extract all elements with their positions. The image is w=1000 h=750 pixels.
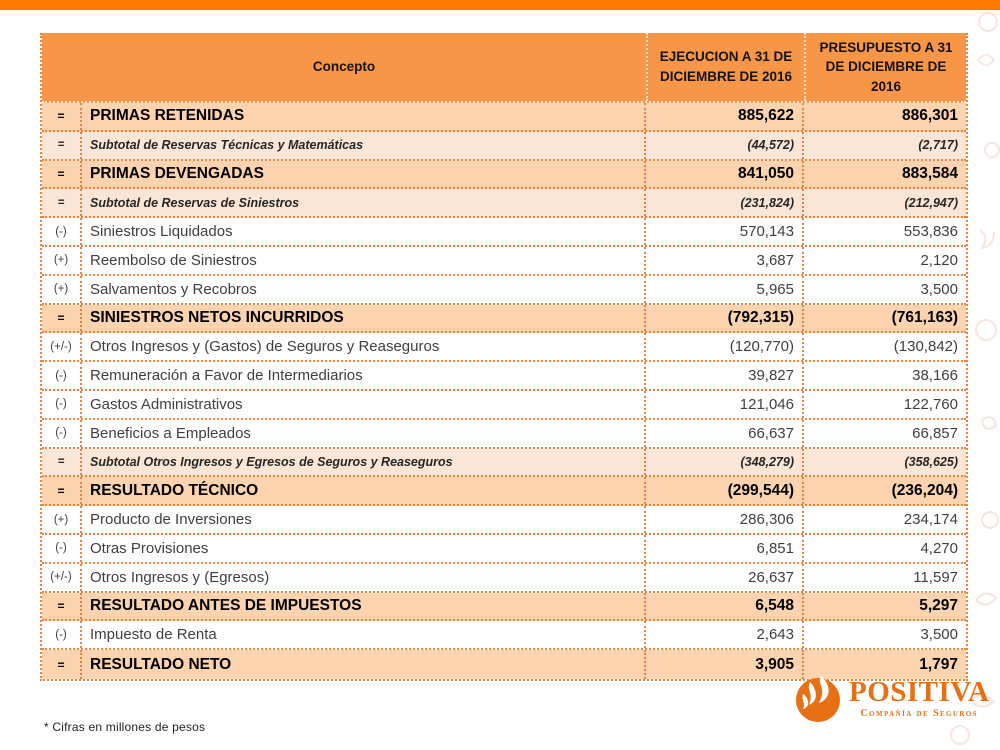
row-ejecucion-value: 66,637 (646, 420, 804, 447)
row-label: Siniestros Liquidados (82, 218, 646, 245)
top-accent-bar (0, 0, 1000, 10)
row-label: Otros Ingresos y (Gastos) de Seguros y Reaseguros (82, 333, 646, 360)
row-label: RESULTADO NETO (82, 650, 646, 679)
row-operator: (-) (42, 218, 82, 245)
row-presupuesto-value: 1,797 (919, 655, 958, 673)
table-row (42, 362, 966, 391)
row-ejecucion-value: 6,548 (646, 593, 804, 620)
table-row (42, 276, 966, 305)
row-operator: (-) (42, 535, 82, 562)
row-operator: = (42, 449, 82, 476)
row-ejecucion-value: (120,770) (646, 333, 804, 360)
table-row (42, 333, 966, 362)
row-presupuesto-value: 3,500 (920, 626, 958, 644)
row-operator: = (42, 593, 82, 620)
logo-tagline: Compañía de Seguros (860, 708, 978, 719)
table-row (42, 132, 966, 161)
row-operator: (-) (42, 420, 82, 447)
row-presupuesto-value: (236,204) (891, 481, 958, 499)
row-presupuesto-value: 122,760 (903, 395, 958, 413)
table-row (42, 621, 966, 650)
row-ejecucion-value: 26,637 (646, 564, 804, 591)
row-ejecucion-value: 5,965 (646, 276, 804, 303)
row-presupuesto-value: (2,717) (918, 138, 958, 153)
row-operator: = (42, 132, 82, 159)
row-label: Impuesto de Renta (82, 621, 646, 648)
row-presupuesto-value: 3,500 (920, 280, 958, 298)
row-ejecucion-value: (299,544) (646, 477, 804, 504)
row-ejecucion-value: 286,306 (646, 506, 804, 533)
table-row (42, 593, 966, 622)
row-operator: = (42, 477, 82, 504)
row-presupuesto-value: 2,120 (920, 251, 958, 269)
table-row (42, 189, 966, 218)
row-label: Reembolso de Siniestros (82, 247, 646, 274)
row-label: Subtotal de Reservas Técnicas y Matemáticas (82, 132, 646, 159)
row-operator: = (42, 650, 82, 679)
row-operator: (+/-) (42, 333, 82, 360)
table-row (42, 305, 966, 334)
row-label: Producto de Inversiones (82, 506, 646, 533)
table-row (42, 449, 966, 478)
row-ejecucion-value: 570,143 (646, 218, 804, 245)
row-presupuesto-value: 66,857 (912, 424, 958, 442)
row-operator: = (42, 305, 82, 332)
financial-table (40, 33, 968, 681)
table-row (42, 391, 966, 420)
row-operator: (+) (42, 247, 82, 274)
row-operator: (-) (42, 391, 82, 418)
table-row (42, 477, 966, 506)
logo-brand: POSITIVA (849, 676, 990, 708)
row-ejecucion-value: (44,572) (646, 132, 804, 159)
row-label: Otras Provisiones (82, 535, 646, 562)
row-operator: (+) (42, 276, 82, 303)
row-ejecucion-value: 885,622 (646, 103, 804, 130)
row-ejecucion-value: (792,315) (646, 305, 804, 332)
row-label: Beneficios a Empleados (82, 420, 646, 447)
row-presupuesto-value: 11,597 (913, 568, 958, 586)
table-row (42, 506, 966, 535)
table-row (42, 564, 966, 593)
row-operator: = (42, 161, 82, 188)
row-presupuesto-value: 5,297 (919, 596, 958, 614)
row-label: Subtotal Otros Ingresos y Egresos de Seguros y Reaseguros (82, 449, 646, 476)
row-ejecucion-value: 121,046 (646, 391, 804, 418)
row-presupuesto-value: (761,163) (891, 308, 958, 326)
logo-text (849, 678, 989, 719)
row-operator: = (42, 189, 82, 216)
table-row (42, 103, 966, 132)
row-operator: (+) (42, 506, 82, 533)
row-label: RESULTADO TÉCNICO (82, 477, 646, 504)
row-label: PRIMAS DEVENGADAS (82, 161, 646, 188)
header-concept: Concepto (312, 59, 376, 75)
row-operator: (-) (42, 362, 82, 389)
table-row (42, 161, 966, 190)
row-presupuesto-value: (212,947) (904, 195, 958, 210)
row-operator: (+/-) (42, 564, 82, 591)
row-presupuesto-value: 883,584 (901, 164, 958, 182)
row-ejecucion-value: 39,827 (646, 362, 804, 389)
footnote: * Cifras en millones de pesos (44, 720, 206, 734)
row-label: Salvamentos y Recobros (82, 276, 646, 303)
row-operator: (-) (42, 621, 82, 648)
row-presupuesto-value: 234,174 (903, 511, 958, 529)
positiva-swirl-icon (793, 672, 845, 729)
row-label: SINIESTROS NETOS INCURRIDOS (82, 305, 646, 332)
row-label: Otros Ingresos y (Egresos) (82, 564, 646, 591)
table-row (42, 420, 966, 449)
row-label: Subtotal de Reservas de Siniestros (82, 189, 646, 216)
row-label: PRIMAS RETENIDAS (82, 103, 646, 130)
row-label: Remuneración a Favor de Intermediarios (82, 362, 646, 389)
row-ejecucion-value: 2,643 (646, 621, 804, 648)
table-row (42, 218, 966, 247)
row-operator: = (42, 103, 82, 130)
row-ejecucion-value: 841,050 (646, 161, 804, 188)
table-row (42, 535, 966, 564)
row-presupuesto-value: (130,842) (893, 338, 958, 356)
row-ejecucion-value: 6,851 (646, 535, 804, 562)
header-presupuesto: PRESUPUESTO A 31 DE DICIEMBRE DE 2016 (804, 33, 966, 101)
row-ejecucion-value: 3,905 (646, 650, 804, 679)
row-presupuesto-value: 38,166 (912, 367, 958, 385)
header-ejecucion: EJECUCION A 31 DE DICIEMBRE DE 2016 (646, 33, 804, 101)
logo (793, 672, 989, 729)
row-ejecucion-value: (231,824) (646, 189, 804, 216)
table-header-row (42, 33, 966, 103)
row-presupuesto-value: 4,270 (920, 539, 958, 557)
row-label: Gastos Administrativos (82, 391, 646, 418)
row-presupuesto-value: 886,301 (901, 107, 958, 125)
row-ejecucion-value: (348,279) (646, 449, 804, 476)
row-presupuesto-value: 553,836 (903, 223, 958, 241)
table-row (42, 247, 966, 276)
row-label: RESULTADO ANTES DE IMPUESTOS (82, 593, 646, 620)
row-presupuesto-value: (358,625) (904, 454, 958, 469)
row-ejecucion-value: 3,687 (646, 247, 804, 274)
